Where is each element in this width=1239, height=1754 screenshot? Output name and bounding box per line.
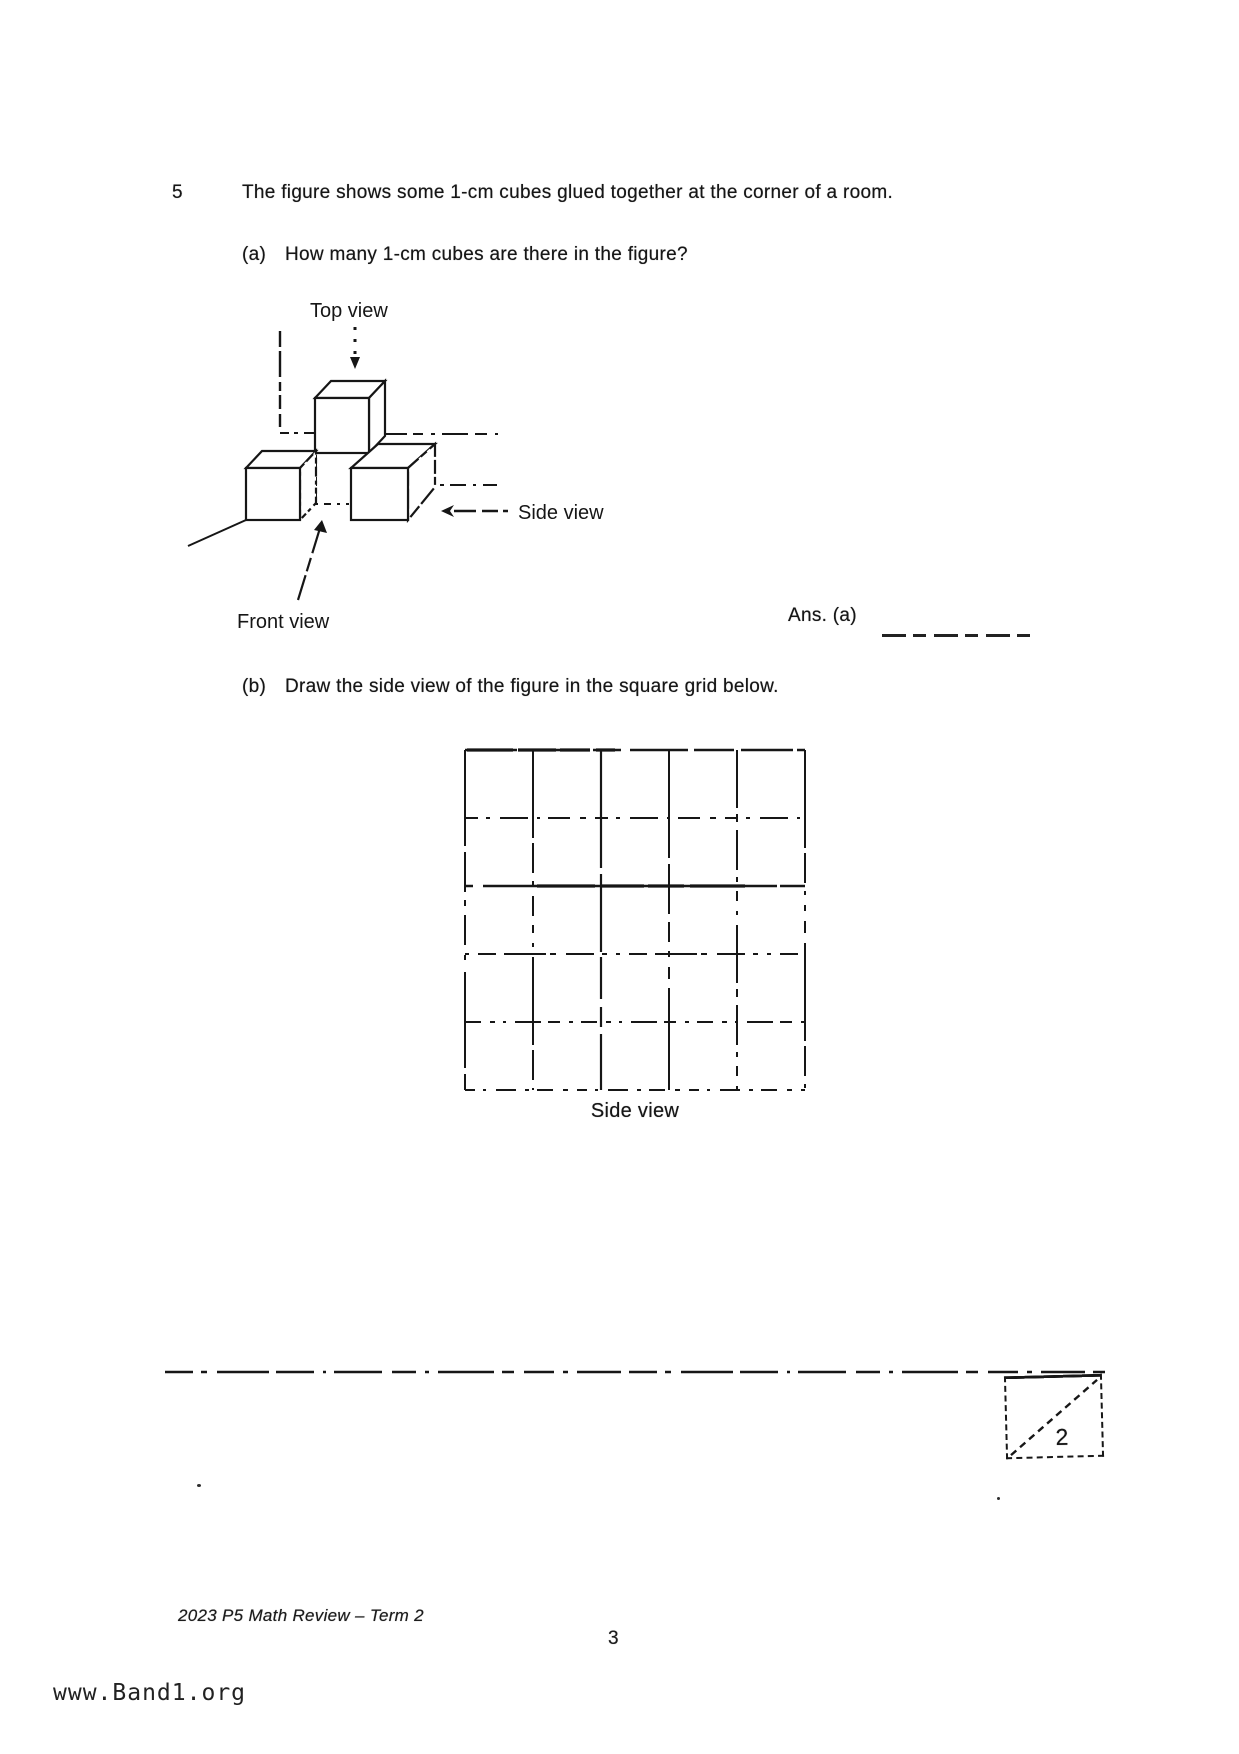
top-view-label: Top view: [310, 300, 388, 322]
middle-cube: [315, 381, 385, 453]
footer-page-number: 3: [608, 1628, 619, 1649]
scan-speck: [997, 1497, 1000, 1500]
part-a-label: (a): [242, 244, 267, 265]
side-view-figure-label: Side view: [518, 502, 604, 524]
footer-document-title: 2023 P5 Math Review – Term 2: [178, 1606, 424, 1625]
question-text: The figure shows some 1-cm cubes glued together at the corner of a room.: [242, 182, 894, 203]
part-b-label: (b): [242, 676, 267, 697]
score-box-diagonal: [1006, 1377, 1102, 1458]
side-view-arrow: [441, 505, 512, 517]
right-cube: [351, 444, 435, 520]
front-view-label: Front view: [237, 611, 330, 633]
part-a-text: How many 1-cm cubes are there in the figure?: [285, 244, 688, 265]
score-box-marks: 2: [1055, 1423, 1069, 1450]
part-b-text: Draw the side view of the figure in the square grid below.: [285, 676, 779, 697]
cubes-figure: [150, 280, 620, 670]
front-view-arrow: [298, 520, 327, 600]
scan-speck: [197, 1484, 201, 1487]
answer-a-blank: [882, 634, 1035, 637]
answer-a-label: Ans. (a): [788, 605, 857, 626]
question-number: 5: [172, 182, 183, 203]
top-view-arrow: [350, 327, 360, 369]
site-watermark: www.Band1.org: [53, 1680, 247, 1706]
left-cube: [246, 451, 316, 520]
score-box: [1004, 1374, 1104, 1460]
separator-line: [165, 1369, 1105, 1375]
answer-grid: [455, 740, 815, 1100]
grid-caption: Side view: [590, 1100, 680, 1122]
